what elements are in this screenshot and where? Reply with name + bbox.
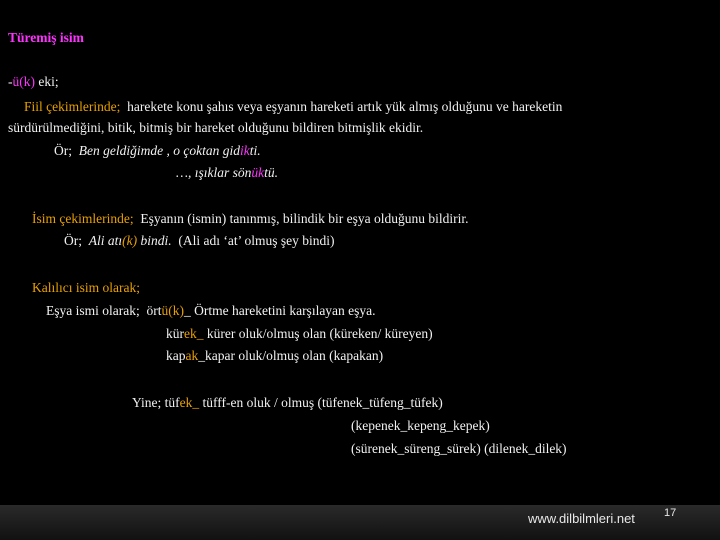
kalici-label: Kalılıcı isim olarak; <box>32 280 140 295</box>
kalici-line-2-highlight: ek_ <box>184 326 204 341</box>
fiil-example-1-prefix: Ör; <box>54 143 72 158</box>
isim-example-end: bindi. <box>140 233 172 248</box>
isim-example-gloss: (Ali adı ‘at’ olmuş şey bindi) <box>178 233 335 248</box>
isim-text: Eşyanın (ismin) tanınmış, bilindik bir eşya olduğunu bildirir. <box>140 211 469 226</box>
kalici-line-2-text: kürer oluk/olmuş olan (küreken/ küreyen) <box>206 326 433 341</box>
fiil-example-1 <box>54 142 261 159</box>
fiil-example-2-text: …, ışıklar sön <box>176 165 252 180</box>
fiil-example-1-end: ti. <box>249 143 261 158</box>
yine-text: tüfff-en oluk / olmuş (tüfenek_tüfeng_tüfek) <box>202 395 443 410</box>
yine-line-1 <box>132 394 443 411</box>
fiil-example-2-end: tü. <box>264 165 279 180</box>
kalici-line-1 <box>46 302 376 319</box>
kalici-line-3-root: kap <box>166 348 186 363</box>
kalici-line-1-text: _ Örtme hareketini karşılayan eşya. <box>183 303 376 318</box>
footer-brand: www.dilbilmleri.net <box>528 511 635 526</box>
yine-line-3: (sürenek_süreng_sürek) (dilenek_dilek) <box>351 441 567 456</box>
kalici-line-3-highlight: ak <box>185 348 199 363</box>
fiil-example-2 <box>176 164 278 181</box>
slide-title: Türemiş isim <box>8 30 84 45</box>
fiil-label: Fiil çekimlerinde; <box>24 99 121 114</box>
yine-root: Yine; tüf <box>132 395 180 410</box>
isim-line <box>32 210 468 227</box>
kalici-line-2 <box>166 325 433 342</box>
fiil-example-1-highlight: ik <box>239 143 250 158</box>
kalici-line-1-root: ört <box>146 303 162 318</box>
suffix-marker: ü(k) <box>12 74 35 89</box>
suffix-rest: eki; <box>35 74 59 89</box>
suffix-heading <box>8 73 59 90</box>
page-number: 17 <box>664 507 677 519</box>
kalici-line-2-root: kür <box>166 326 184 341</box>
isim-example-text: Ali atı <box>88 233 123 248</box>
kalici-line-1-label: Eşya ismi olarak; <box>46 303 140 318</box>
fiil-example-1-text: Ben geldiğimde , o çoktan gid <box>78 143 240 158</box>
fiil-example-2-highlight: ük <box>251 165 265 180</box>
fiil-text-1: harekete konu şahıs veya eşyanın hareketi artık yük almış olduğunu ve hareketin <box>127 99 563 114</box>
yine-highlight: ek_ <box>179 395 200 410</box>
kalici-line-3 <box>166 347 383 364</box>
isim-example-prefix: Ör; <box>64 233 82 248</box>
fiil-line-1 <box>24 98 562 115</box>
isim-example-highlight: (k) <box>122 233 138 248</box>
suffix-prefix: - <box>8 74 13 89</box>
yine-line-2: (kepenek_kepeng_kepek) <box>351 418 490 433</box>
kalici-line-3-text: _kapar oluk/olmuş olan (kapakan) <box>198 348 384 363</box>
kalici-line-1-highlight: ü(k) <box>161 303 184 318</box>
isim-label: İsim çekimlerinde; <box>32 211 134 226</box>
fiil-line-2: sürdürülmediğini, bitik, bitmiş bir hareket olduğunu bildiren bitmişlik ekidir. <box>8 120 424 135</box>
isim-example <box>64 232 334 249</box>
